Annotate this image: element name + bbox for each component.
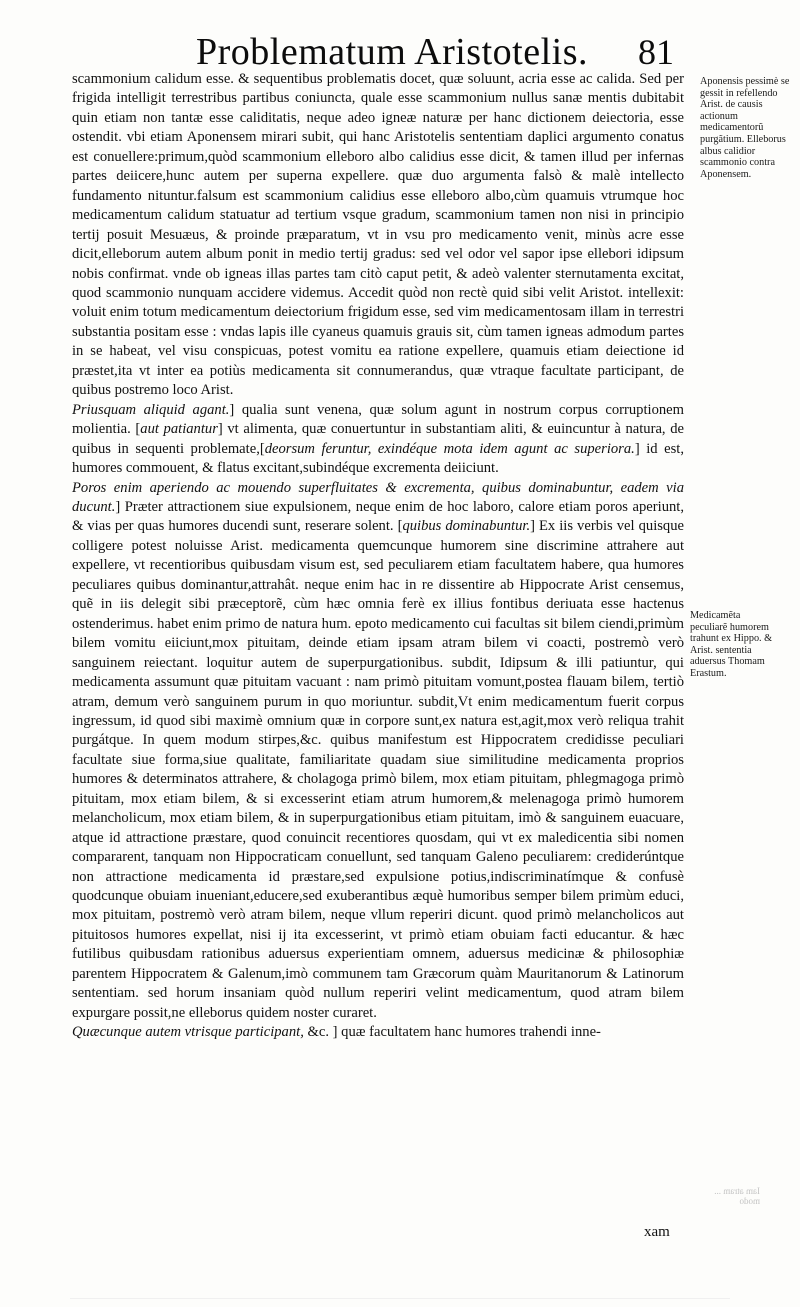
commentary-text: ] vt alimenta, quæ conuertuntur in substantiam aliti, & euincuntur à natura, de quibus in sequenti problemate,[ (72, 421, 684, 457)
commentary-text: ] id est, humores commouent, & flatus excitant,subindéque excrementa deiiciunt. (72, 440, 684, 477)
main-text-block (72, 70, 684, 1043)
commentary-text: &c. ] quæ facultatem hanc humores trahendi inne- (307, 1024, 601, 1041)
margin-note-aponensis: Aponensis pessimè se gessit in refellendo Arist. de causis actionum medicamentorũ purgãtium. Elleborus albus calidior scammonio contra Aponensem. (700, 76, 790, 180)
lemma: deorsum feruntur, exindéque mota idem agunt ac superiora. (264, 440, 635, 457)
commentary-text: ] Præter attractionem siue expulsionem, neque enim de hoc laboro, calore etiam poros aperiunt, & vias per quas humores ducendi sunt, reserare solent. [ (72, 498, 684, 535)
paragraph-3 (72, 479, 684, 1024)
lemma: aut patiantur (140, 421, 218, 438)
lemma: Poros enim aperiendo ac mouendo superfluitates & excrementa, quibus dominabuntur, eadem via ducunt. (72, 479, 684, 515)
running-title: Problematum Aristotelis. (196, 31, 588, 73)
lemma: quibus dominabuntur. (402, 518, 531, 535)
lemma: Priusquam aliquid agant. (72, 401, 230, 418)
paragraph-2 (72, 401, 684, 479)
catchword: xam (644, 1224, 670, 1240)
paragraph-4 (72, 1023, 684, 1042)
paragraph-1: scammonium calidum esse. & sequentibus problematis docet, quæ soluunt, acria esse ac calida. Sed per frigida intelligit terrestribus partibus coniuncta, quale esse scammonium nullus sanæ mentis dubitabit quin etiam non tantæ esse caliditatis, neque adeo igneæ naturæ per hanc dictionem deiectoria, esse ostendit. vbi etiam Aponensem mirari subit, qui hanc Aristotelis sententiam daplici argumento conatus est conuellere:primum,quòd scammonium elleboro albo calidius esse dicit, & tamen illud per infernas partes deiicere,hunc autem per superna expellere. quæ duo argumenta falsò & malè intellecto fundamento nituntur.falsum est scammonium calidius esse elleboro albo,cùm quamuis vtrumque hoc medicamentum calidum statuatur ad tertium vsque gradum, scammonium tamen non nisi in principio tertij posuit Mesuæus, & proinde præparatum, vt in vsu pro medicamento venit, minùs acre esse dicit,elleborum autem album ponit in medio tertij gradus: sed vel odor vel sapor ipse ellebori idipsum nobis confirmat. vnde ob igneas illas partes tam citò caput petit, & adeò valenter sternutamenta excitat, quod scammonio nunquam accidere videmus. Accedit quòd non rectè quid sibi velit Aristot. intellexit: voluit enim totum medicamentum deiectorium frigidum esse, sed vim medicamentosam illam in terrestri substantia positam esse : vndas lapis ille cyaneus quamuis grauis sit, cùm tamen igneas admodum partes in se habeat, vel visu conspicuas, potest vomitu ea ratione expellere, quamuis etiam deiectione id præstet,ita vt inter ea potiùs medicamenta sit connumerandus, quæ vtraque facultate participant, de quibus postremo loco Arist. (72, 71, 684, 399)
commentary-text: ] Ex iis verbis vel quisque colligere potest noluisse Arist. medicamenta quemcunque humorem sine discrimine attrahere aut expellere, vt recentioribus quibusdam visum est, sed peculiarem etiam facultatem habere, qua humores peculiares quibus dominantur,attrahât. neque enim hac in re dissentire ab Hippocrate Arist censemus, quẽ in iis delegit sibi præceptorẽ, cùm hæc omnia ferè ex illius fontibus deriuata esse hactenus ostenderimus. habet enim primo de natura hum. epoto medicamento cui facultas sit bilem ciendi,primùm bilem vomitu eiiciunt,mox pituitam, deinde etiam ipsam atram bilem vi coacti, postremò verò sanguinem reiectant. loquitur autem de superpurgationibus. subdit, Idipsum & illi patiuntur, qui medicamenta assumunt quæ pituitam vacuant : nam primò pituitam vomunt,postea flauam bilem, tertiò atram, demum verò sanguinem purum in quo moriuntur. subdit,Vt enim medicamentum fuerit corpus ingressum, id quod sibi maximè omnium quæ in corpore sunt,ex natura est,agit,mox verò reliqua trahit purgátque. In quem modum stirpes,&c. quibus manifestum est Hippocratem credidisse peculiari facultate siue forma,siue qualitate, familiaritate quadam siue similitudine medicamenta proprios humores & determinatos attrahere, & cholagoga primò bilem, mox etiam pituitam, phlegmagoga primò pituitam, mox etiam bilem, & si excesserint etiam atrum humorem,& melenagoga primò humorem melancholicum, mox etiam bilem, & in superpurgationibus etiam pituitam, imò & sanguinem euacuare, atque id attractione præstare, quod conuincit recentiores quosdam, qui vt ex maledicentia sibi nomen compararent, tanquam non Hippocraticam conuellunt, sed tanquam Galeno peculiarem: crediderúntque non attractione medicamenta id præstare,sed expulsione potius,indiscriminatímque & confusè quodcunque obuiam inueniant,educere,sed exuberantibus æquè humoribus semper bilem primùm educi, mox pituitam, postremò verò atram bilem, neque vllum reperiri dicunt. quod primò melancholicos aut pituitosos humores expellat, nisi ij ita excesserint, vt primò etiam obuiam facti educantur. & hæc futilibus quibusdam rationibus aduersus experientiam omnem, aduersus medicinæ & philosophiæ parentem Hippocratem & Galenum,imò communem tam Græcorum quàm Mauritanorum & Latinorum sententiam. sed horum insaniam quòd nullum reperiri velint medicamentum, quod atram bilem expurgare possit,ne elleborus quidem noster curaret. (72, 518, 684, 1021)
margin-note-medicamenta: Medicamẽta peculiarẽ humorem trahunt ex Hippo. & Arist. sententia aduersus Thomam Erastum. (690, 610, 773, 679)
page-edge (70, 1298, 730, 1299)
page-number: 81 (638, 32, 674, 72)
lemma: Quæcunque autem vtrisque participant, (72, 1024, 304, 1041)
bleedthrough-text: Iam atram ... modo (714, 1186, 760, 1206)
commentary-text: ] qualia sunt venena, quæ solum agunt in nostrum corpus corruptionem molientia. [ (72, 401, 684, 438)
